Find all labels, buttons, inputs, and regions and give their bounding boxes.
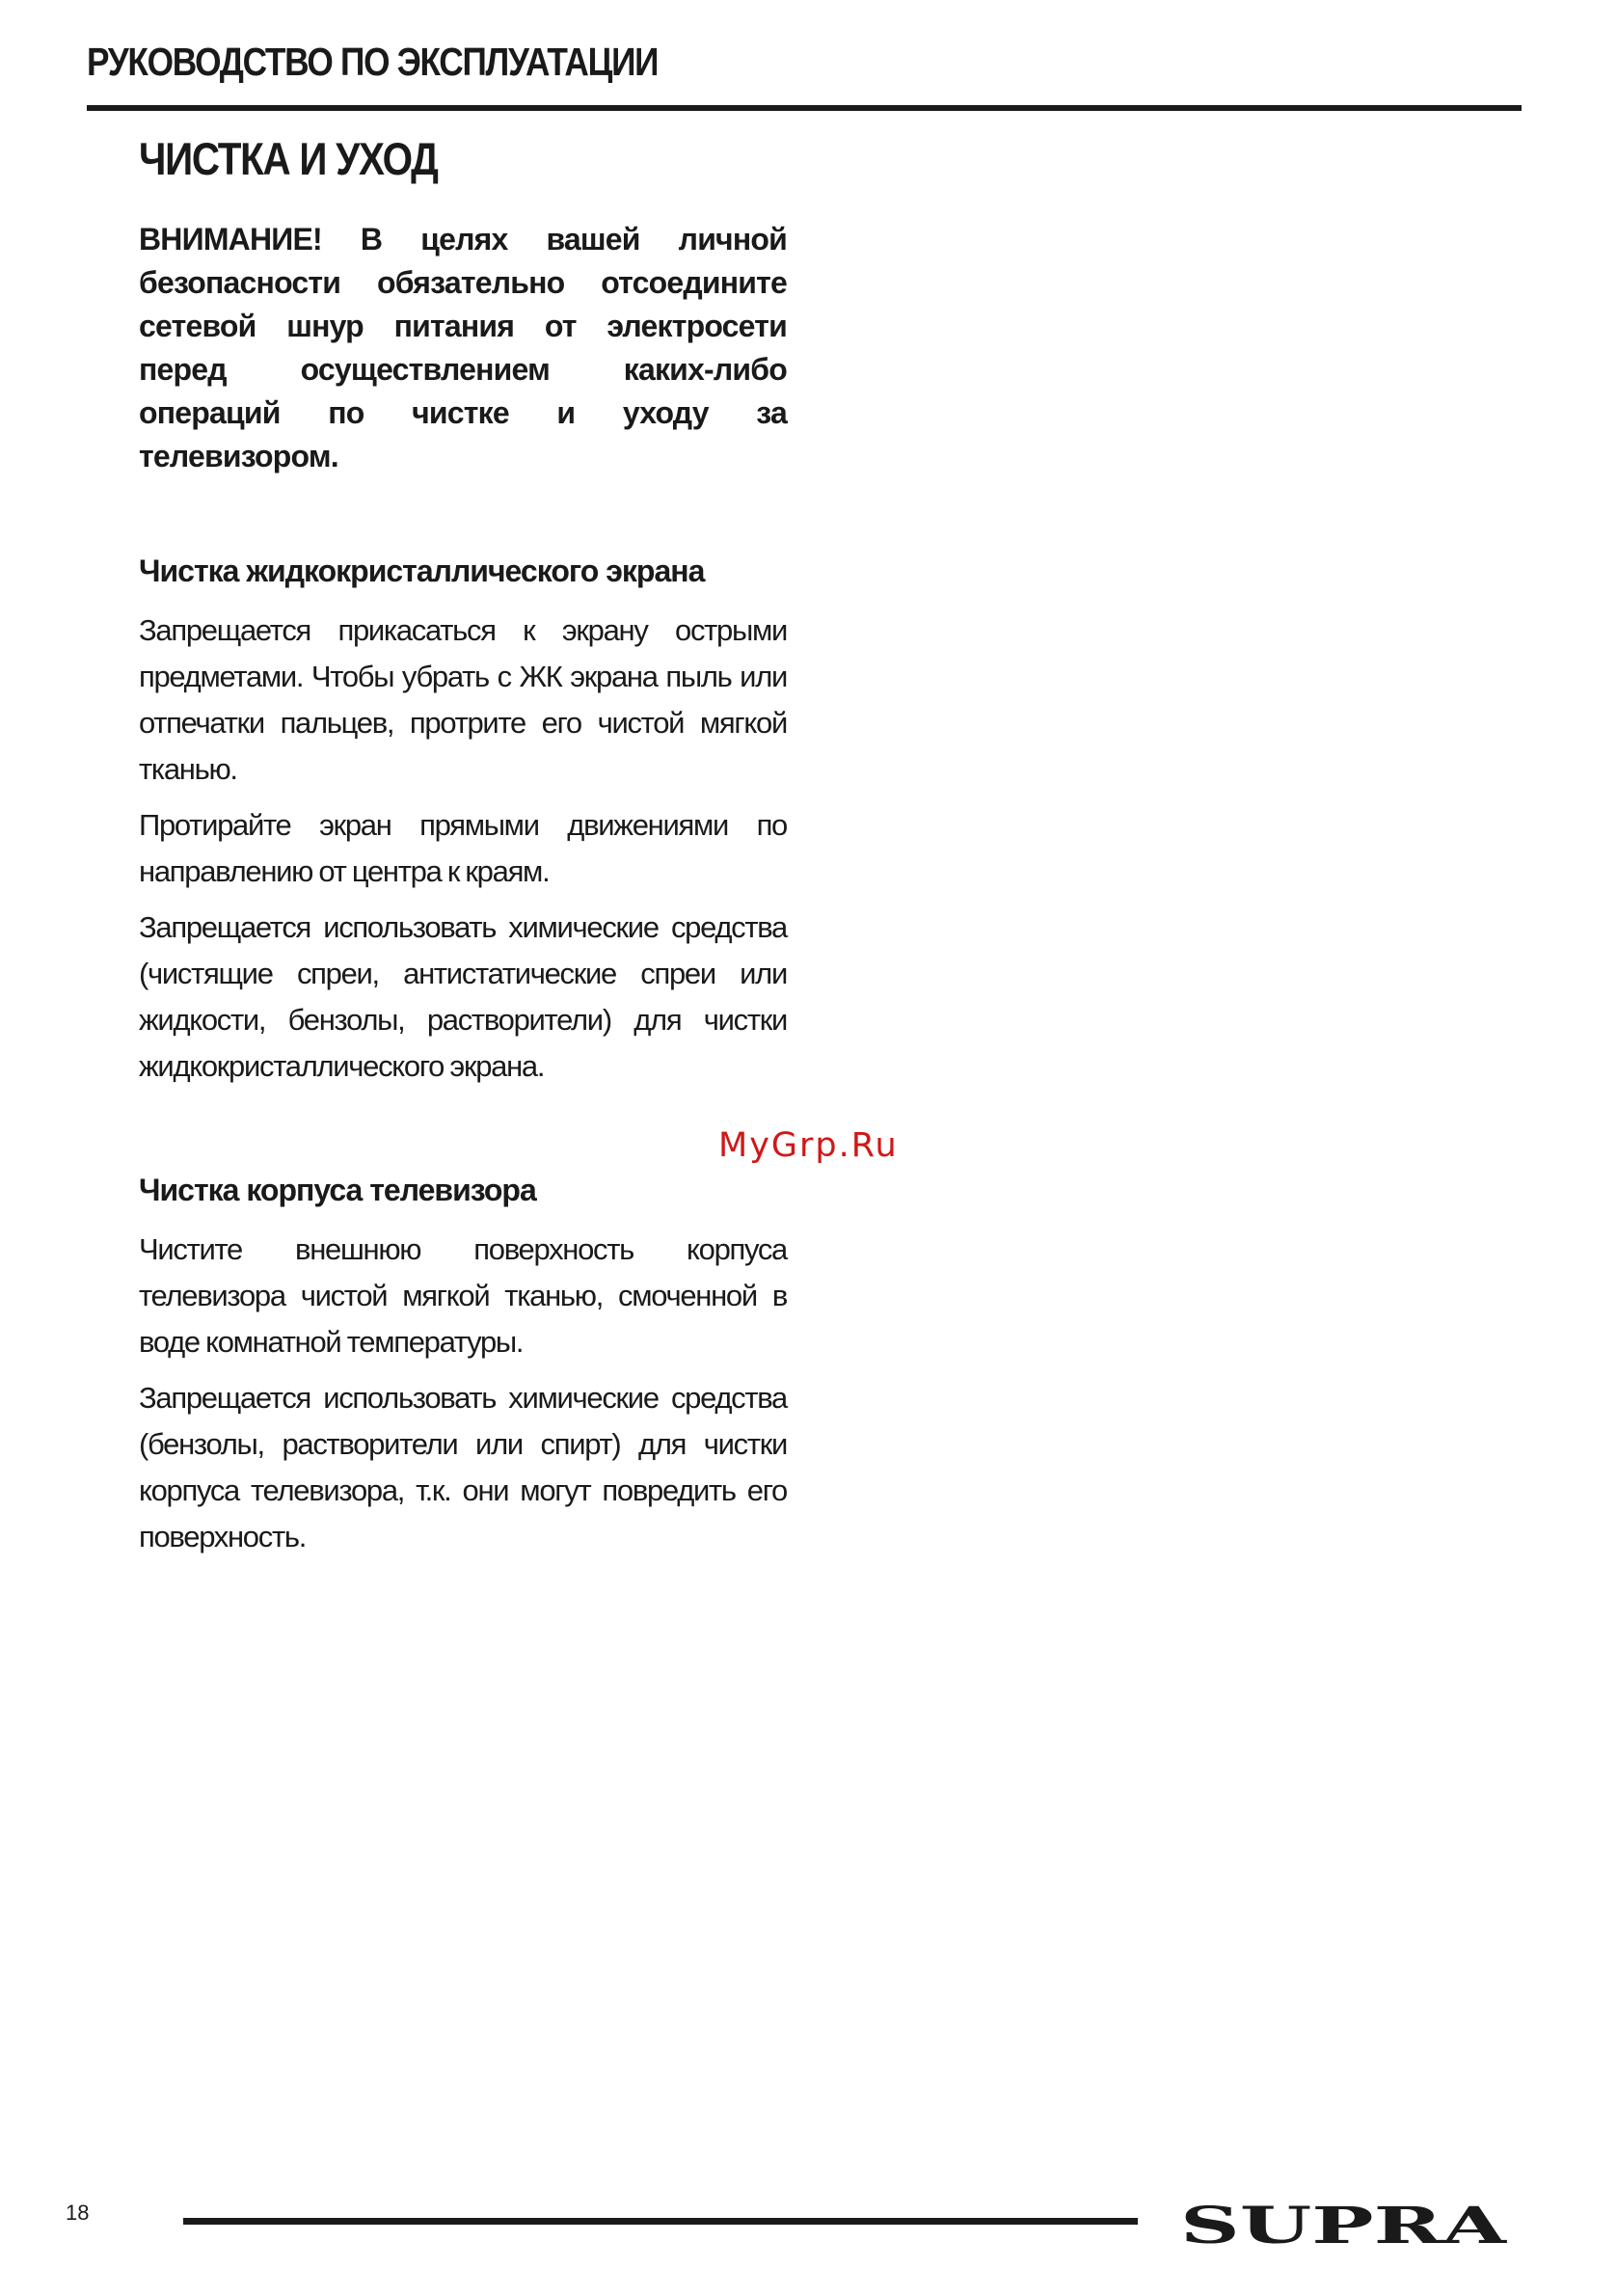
- footer-rule: [183, 2218, 1138, 2225]
- subsection-title-case: Чистка корпуса телевизора: [139, 1173, 536, 1207]
- page-number: 18: [66, 2201, 90, 2225]
- subsection-title-screen: Чистка жидкокристаллического экрана: [139, 554, 705, 588]
- watermark-text: MyGrp.Ru: [718, 1126, 899, 1165]
- paragraph-case-1: Чистите внешнюю поверхность корпуса телевизора чистой мягкой тканью, смоченной в воде комнатной температуры.: [139, 1232, 787, 1359]
- paragraph-screen-1: Запрещается прикасаться к экрану острыми предметами. Чтобы убрать с ЖК экрана пыль или отпечатки пальцев, протрите его чистой мягкой тканью.: [139, 613, 787, 786]
- supra-logo-text: SUPRA: [1180, 2201, 1508, 2249]
- paragraph-screen-3: Запрещается использовать химические средства (чистящие спреи, антистатические спреи или жидкости, бензолы, растворители) для чистки жидкокристаллического экрана.: [139, 910, 787, 1083]
- paragraph-case-2: Запрещается использовать химические средства (бензолы, растворители или спирт) для чистки корпуса телевизора, т.к. они могут повредить его поверхность.: [139, 1381, 787, 1553]
- paragraph-screen-2: Протирайте экран прямыми движениями по направлению от центра к краям.: [139, 808, 787, 888]
- section-gap: [139, 1099, 787, 1169]
- supra-logo: [1180, 2201, 1508, 2249]
- safety-warning: ВНИМАНИЕ! В целях вашей личной безопасности обязательно отсоедините сетевой шнур питания от электросети перед осуществлением каких-либо операций по чистке и уходу за телевизором.: [139, 222, 787, 473]
- header-rule: [87, 105, 1522, 111]
- document-header-title: РУКОВОДСТВО ПО ЭКСПЛУАТАЦИИ: [87, 40, 659, 84]
- content-column: [139, 131, 787, 1570]
- section-title: ЧИСТКА И УХОД: [139, 133, 438, 184]
